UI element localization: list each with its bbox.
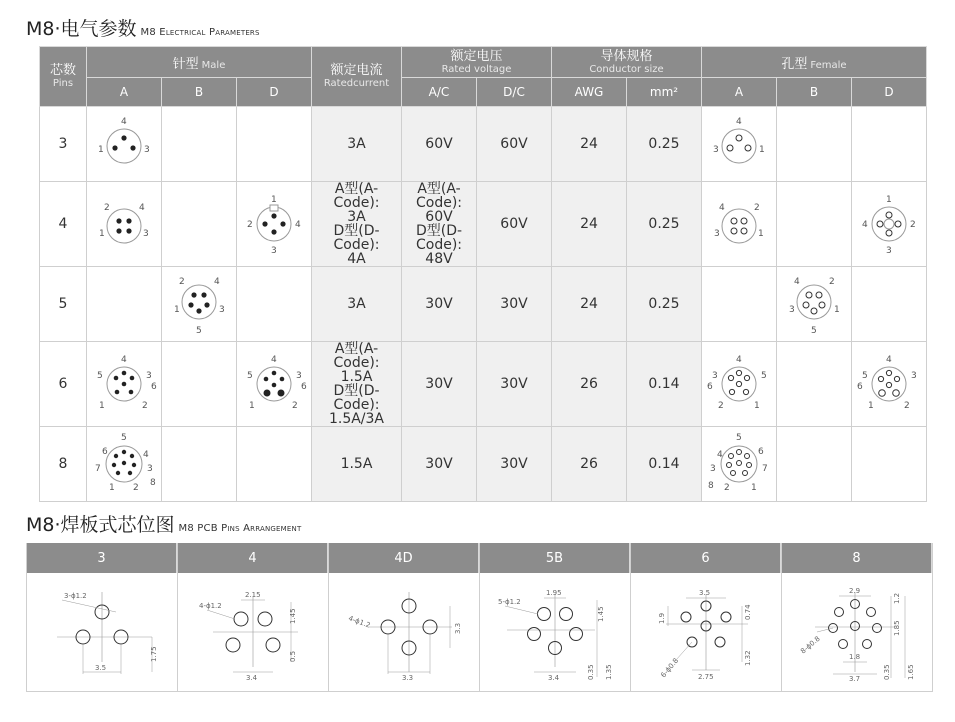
awg-cell: 26 [552,427,627,502]
pin-number: 4 [139,203,145,213]
connector-female-5b-icon [779,272,849,336]
connector-male-3a-icon [89,114,159,174]
dim-label: 1.9 [658,612,666,624]
pcb-4d-pin-layout-icon [334,582,474,682]
pcb-header: 6 [631,543,781,573]
pin-number: 4 [271,355,277,365]
table-row [40,427,927,502]
pin-number: 2 [904,401,910,411]
dim-label: 1.65 [907,664,915,680]
dim-label: 2.75 [698,673,714,681]
dim-label: 8-ϕ0.8 [799,634,822,656]
electrical-params-title: M8·电气参数 M8 Electrical Parameters [26,18,260,40]
ac-voltage-cell: 30V [402,267,477,342]
pin-number: 8 [150,478,156,488]
pin-number: 3 [712,371,718,381]
dim-label: 1.32 [744,650,752,666]
dim-label: 2.9 [849,587,861,595]
pin-number: 7 [95,464,101,474]
pin-number: 6 [758,447,764,457]
connector-male-4a-icon [89,194,159,254]
connector-male-6d-icon [239,352,309,416]
dim-label: 2.15 [245,591,261,599]
pin-number: 2 [179,277,185,287]
header-dc: D/C [477,78,552,107]
pcb-diagram [329,573,479,692]
female-d-empty [852,267,927,342]
pin-number: 6 [102,447,108,457]
pin-number: 1 [98,145,104,155]
pin-number: 3 [713,145,719,155]
pin-number: 1 [834,305,840,315]
dim-label: 4-ϕ1.2 [199,602,222,610]
female-a-diagram [702,342,777,427]
pin-number: 4 [143,450,149,460]
pin-number: 3 [911,371,917,381]
header-rated-current: 额定电流 Ratedcurrent [312,47,402,107]
female-a-empty [702,267,777,342]
pcb-3-pin-layout-icon [32,582,172,682]
pin-number: 1 [249,401,255,411]
male-b-empty [162,342,237,427]
male-d-empty [237,267,312,342]
pin-number: 2 [133,483,139,493]
pin-number: 3 [144,145,150,155]
pin-number: 8 [708,481,714,491]
mm2-cell: 0.14 [627,342,702,427]
pin-number: 3 [296,371,302,381]
dim-label: 1.35 [605,664,613,680]
pcb-pins-title: M8·焊板式芯位图 M8 PCB Pins Arrangement [26,514,302,536]
pin-number: 3 [886,246,892,256]
pin-number: 1 [99,229,105,239]
pcb-diagram [631,573,781,692]
female-a-diagram [702,182,777,267]
header-male-d: D [237,78,312,107]
pin-number: 3 [219,305,225,315]
pcb-diagram [178,573,328,692]
pin-number: 1 [759,145,765,155]
dc-voltage-cell: 30V [477,427,552,502]
mm2-cell: 0.14 [627,427,702,502]
pin-number: 4 [121,117,127,127]
dim-label: 3.7 [849,675,861,682]
rated-current-cell: A型(A-Code): 1.5A D型(D-Code): 1.5A/3A [312,342,402,427]
connector-female-3a-icon [704,114,774,174]
male-a-diagram [87,342,162,427]
pins-cell: 5 [40,267,87,342]
pcb-column-3 [26,543,177,692]
mm2-cell: 0.25 [627,267,702,342]
female-d-empty [852,427,927,502]
pcb-header: 3 [27,543,177,573]
dim-label: 1.95 [546,589,562,597]
pin-number: 6 [857,382,863,392]
mm2-cell: 0.25 [627,107,702,182]
ac-voltage-cell: 60V [402,107,477,182]
pin-number: 4 [736,117,742,127]
pin-number: 4 [886,355,892,365]
pins-cell: 8 [40,427,87,502]
female-b-empty [777,107,852,182]
dc-voltage-cell: 30V [477,342,552,427]
female-d-diagram [852,182,927,267]
pcb-diagram [782,573,932,692]
pin-number: 5 [97,371,103,381]
dim-label: 3.4 [548,674,560,682]
connector-male-5b-icon [164,272,234,336]
pcb-6-pin-layout-icon [636,582,776,682]
pin-number: 5 [811,326,817,336]
female-b-empty [777,427,852,502]
pcb-4-pin-layout-icon [183,582,323,682]
pcb-column-4d [328,543,479,692]
ac-voltage-cell: 30V [402,342,477,427]
pin-number: 5 [862,371,868,381]
female-d-diagram [852,342,927,427]
dc-voltage-cell: 30V [477,267,552,342]
dim-label: 4-ϕ1.2 [347,614,372,630]
pcb-8-pin-layout-icon [787,582,927,682]
dim-label: 0.35 [883,664,891,680]
female-a-diagram [702,427,777,502]
pins-cell: 3 [40,107,87,182]
dim-label: 1.45 [289,608,297,624]
pin-number: 2 [910,220,916,230]
pin-number: 3 [714,229,720,239]
mm2-cell: 0.25 [627,182,702,267]
pcb-column-6 [630,543,781,692]
pin-number: 2 [247,220,253,230]
female-a-diagram [702,107,777,182]
dim-label: 1.85 [893,620,901,636]
pin-number: 1 [758,229,764,239]
header-female-d: D [852,78,927,107]
pin-number: 6 [151,382,157,392]
header-awg: AWG [552,78,627,107]
table-row [40,342,927,427]
header-male-b: B [162,78,237,107]
electrical-params-table [39,46,927,502]
male-a-empty [87,267,162,342]
pcb-header: 5B [480,543,630,573]
pin-number: 4 [214,277,220,287]
pins-cell: 4 [40,182,87,267]
pin-number: 1 [271,195,277,205]
dim-label: 1.45 [597,606,605,622]
pins-cell: 6 [40,342,87,427]
header-female-b: B [777,78,852,107]
awg-cell: 24 [552,267,627,342]
ac-voltage-cell: 30V [402,427,477,502]
pcb-pins-table [26,543,933,692]
pin-number: 4 [295,220,301,230]
connector-male-6a-icon [89,352,159,416]
pcb-diagram [27,573,177,692]
awg-cell: 24 [552,107,627,182]
pin-number: 4 [717,450,723,460]
pin-number: 6 [707,382,713,392]
rated-current-cell: 1.5A [312,427,402,502]
male-d-diagram [237,342,312,427]
pin-number: 1 [99,401,105,411]
pin-number: 2 [754,203,760,213]
pcb-column-4 [177,543,328,692]
male-b-empty [162,107,237,182]
pin-number: 1 [754,401,760,411]
male-b-empty [162,427,237,502]
connector-female-6d-icon [854,352,924,416]
header-mm2: mm² [627,78,702,107]
connector-male-4d-icon [239,192,309,256]
pin-number: 4 [736,355,742,365]
pin-number: 4 [794,277,800,287]
pcb-diagram [480,573,630,692]
header-ac: A/C [402,78,477,107]
male-a-diagram [87,182,162,267]
pin-number: 2 [142,401,148,411]
pin-number: 1 [868,401,874,411]
rated-current-cell: 3A [312,107,402,182]
pin-number: 1 [109,483,115,493]
pin-number: 2 [724,483,730,493]
dim-label: 3.3 [454,622,462,634]
pin-number: 3 [146,371,152,381]
header-female-a: A [702,78,777,107]
pin-number: 1 [174,305,180,315]
pin-number: 1 [886,195,892,205]
pin-number: 5 [121,433,127,443]
pin-number: 5 [196,326,202,336]
pin-number: 4 [121,355,127,365]
table-row [40,267,927,342]
header-rated-voltage: 额定电压 Rated voltage [402,47,552,78]
dc-voltage-cell: 60V [477,107,552,182]
pin-number: 3 [789,305,795,315]
header-pins: 芯数 Pins [40,47,87,107]
pin-number: 5 [736,433,742,443]
header-male-a: A [87,78,162,107]
header-male: 针型 Male [87,47,312,78]
dim-label: 3.4 [246,674,258,682]
dim-label: 5-ϕ1.2 [498,598,521,606]
female-d-empty [852,107,927,182]
male-a-diagram [87,107,162,182]
connector-male-8a-icon [89,430,159,498]
dim-label: 3.5 [699,589,711,597]
dim-label: 0.5 [289,650,297,662]
pin-number: 5 [761,371,767,381]
ac-voltage-cell: A型(A-Code): 60V D型(D-Code): 48V [402,182,477,267]
dim-label: 1.75 [150,646,158,662]
male-d-empty [237,427,312,502]
pin-number: 7 [762,464,768,474]
male-a-diagram [87,427,162,502]
male-b-diagram [162,267,237,342]
male-d-empty [237,107,312,182]
pcb-header: 8 [782,543,932,573]
female-b-empty [777,342,852,427]
pin-number: 4 [862,220,868,230]
rated-current-cell: A型(A-Code): 3A D型(D-Code): 4A [312,182,402,267]
pcb-header: 4 [178,543,328,573]
pin-number: 3 [710,464,716,474]
awg-cell: 26 [552,342,627,427]
dim-label: 0.35 [587,664,595,680]
male-d-diagram [237,182,312,267]
connector-female-4d-icon [854,192,924,256]
dim-label: 3-ϕ1.2 [64,592,87,600]
dim-label: 6-ϕ0.8 [659,656,681,680]
dim-label: 1.2 [893,592,901,604]
pin-number: 3 [143,229,149,239]
pin-number: 2 [829,277,835,287]
pin-number: 4 [719,203,725,213]
pin-number: 6 [301,382,307,392]
awg-cell: 24 [552,182,627,267]
pin-number: 3 [147,464,153,474]
connector-female-8a-icon [704,430,774,498]
dim-label: 3.3 [402,674,414,682]
table-row [40,107,927,182]
pcb-header: 4D [329,543,479,573]
pin-number: 5 [247,371,253,381]
pin-number: 2 [718,401,724,411]
header-conductor-size: 导体规格 Conductor size [552,47,702,78]
dim-label: 1.8 [849,653,861,661]
female-b-empty [777,182,852,267]
pcb-5b-pin-layout-icon [485,582,625,682]
pin-number: 2 [104,203,110,213]
header-female: 孔型 Female [702,47,927,78]
pin-number: 3 [271,246,277,256]
pin-number: 2 [292,401,298,411]
rated-current-cell: 3A [312,267,402,342]
connector-female-6a-icon [704,352,774,416]
dim-label: 3.5 [95,664,107,672]
pin-number: 1 [751,483,757,493]
dc-voltage-cell: 60V [477,182,552,267]
connector-female-4a-icon [704,194,774,254]
male-b-empty [162,182,237,267]
dim-label: 0.74 [744,604,752,620]
table-row [40,182,927,267]
pcb-column-5b [479,543,630,692]
female-b-diagram [777,267,852,342]
pcb-column-8 [781,543,933,692]
